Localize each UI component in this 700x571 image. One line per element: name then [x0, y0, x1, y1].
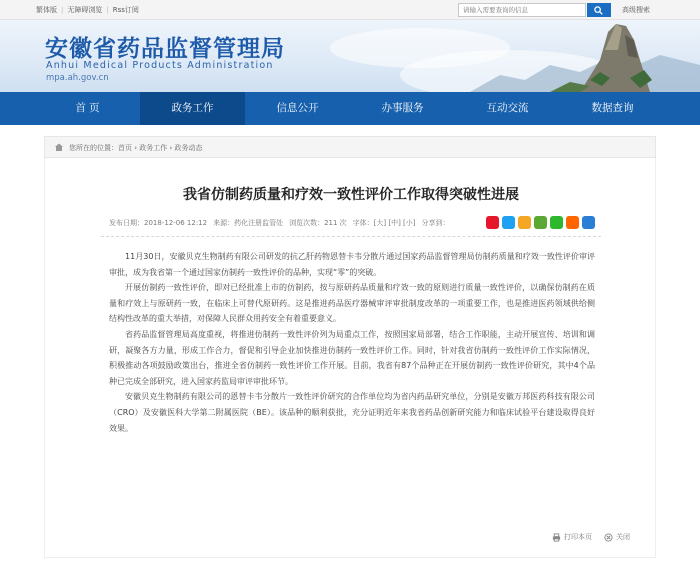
renren-share-icon[interactable] — [534, 216, 547, 229]
close-icon — [604, 533, 613, 542]
link-traditional-chinese[interactable]: 繁体版 — [36, 6, 57, 14]
article-body — [109, 249, 595, 436]
article-actions — [552, 532, 630, 542]
article-paragraph: 开展仿制药一致性评价，即对已经批准上市的仿制药，按与原研药品质量和疗效一致的原则进行质量一致性评价，以确保仿制药在质量和疗效上与原研药一致，在临床上可替代原研药。这是推进药品医疗器械审评审批制度改革的一项重要工作，也是推进医药领域供给侧结构性改革的重大举措，对保障人民群众用药安全有着重要意义。 — [109, 283, 595, 324]
article-title: 我省仿制药质量和疗效一致性评价工作取得突破性进展 — [183, 187, 519, 203]
share-buttons — [486, 216, 595, 230]
weibo-share-icon[interactable] — [486, 216, 499, 229]
link-accessibility[interactable]: 无障碍浏览 — [67, 6, 103, 14]
search-input[interactable] — [458, 3, 586, 17]
share-label: 分享到： — [421, 219, 450, 227]
site-title: 安徽省药品监督管理局 — [45, 35, 285, 62]
publish-date: 发布日期：2018-12-06 12:12 — [109, 219, 208, 227]
view-count: 浏览次数：211 次 — [289, 219, 347, 227]
link-rss[interactable]: Rss订阅 — [112, 6, 139, 14]
advanced-search-link[interactable]: 高级搜索 — [622, 6, 650, 14]
article-paragraph: 安徽贝克生物制药有限公司的恩替卡韦分散片一致性评价研究的合作单位均为省内药品研究单位，分别是安徽万邦医药科技有限公司（CRO）及安徽医科大学第二附属医院（BE）。该品种的顺利获批，充分证明近年来我省药品创新研究能力和临床试验平台建设取得良好效果。 — [109, 392, 595, 433]
favorite-share-icon[interactable] — [518, 216, 531, 229]
search-button[interactable] — [587, 3, 611, 17]
site-banner — [0, 20, 700, 92]
search-icon — [594, 6, 603, 15]
more-share-icon[interactable] — [582, 216, 595, 229]
article-paragraph: 省药品监督管理局高度重视，将推进仿制药一致性评价列为局重点工作，按照国家局部署，结合工作职能，主动开展宣传、培训和调研，凝聚各方力量，形成工作合力，督促和引导企业加快推进仿制药一致性评价工作。同时，针对我省仿制药一致性评价工作实际情况，积极推动各项鼓励政策出台，推进全省仿制药一致性评价工作开展。目前，我省有87个品种正在开展仿制药一致性评价研究，其中4个品种已完成全部研究，进入国家药监局审评审批环节。 — [109, 329, 595, 386]
mountain-scenery-image — [430, 20, 700, 92]
wechat-share-icon[interactable] — [550, 216, 563, 229]
print-button[interactable] — [552, 532, 592, 542]
article-paragraph: 11月30日，安徽贝克生物制药有限公司研发的抗乙肝药物恩替卡韦分散片通过国家药品监督管理局仿制药质量和疗效一致性评价审评审批，成为我省第一个通过国家仿制药一致性评价的品种，实现“零”的突破。 — [109, 252, 595, 277]
site-url: mpa.ah.gov.cn — [46, 73, 109, 83]
qq-share-icon[interactable] — [566, 216, 579, 229]
close-button[interactable] — [604, 532, 630, 542]
nav-item-data-query[interactable]: 数据查询 — [591, 102, 634, 114]
article-source: 来源：药化注册监管处 — [213, 219, 284, 227]
main-nav — [0, 92, 700, 125]
nav-item-interaction[interactable]: 互动交流 — [486, 102, 529, 114]
breadcrumb — [44, 136, 656, 158]
site-title-english: Anhui Medical Products Administration — [46, 60, 274, 71]
nav-item-services[interactable]: 办事服务 — [381, 102, 424, 114]
nav-item-government-affairs[interactable]: 政务工作 — [140, 92, 245, 125]
article-panel — [44, 158, 656, 558]
top-utility-bar — [0, 0, 700, 20]
close-label: 关闭 — [616, 533, 630, 541]
tencent-weibo-share-icon[interactable] — [502, 216, 515, 229]
breadcrumb-text[interactable]: 您所在的位置：首页 › 政务工作 › 政务动态 — [69, 144, 203, 152]
top-links: 繁体版 | 无障碍浏览 | Rss订阅 — [36, 6, 139, 14]
home-icon — [54, 142, 64, 152]
article-meta — [109, 218, 456, 228]
printer-icon — [552, 533, 561, 542]
title-divider — [101, 236, 601, 237]
print-label: 打印本页 — [564, 533, 592, 541]
font-size-selector[interactable]: 字体：[大] [中] [小] — [352, 219, 416, 227]
nav-item-home[interactable]: 首 页 — [75, 102, 100, 114]
nav-item-information-disclosure[interactable]: 信息公开 — [276, 102, 319, 114]
